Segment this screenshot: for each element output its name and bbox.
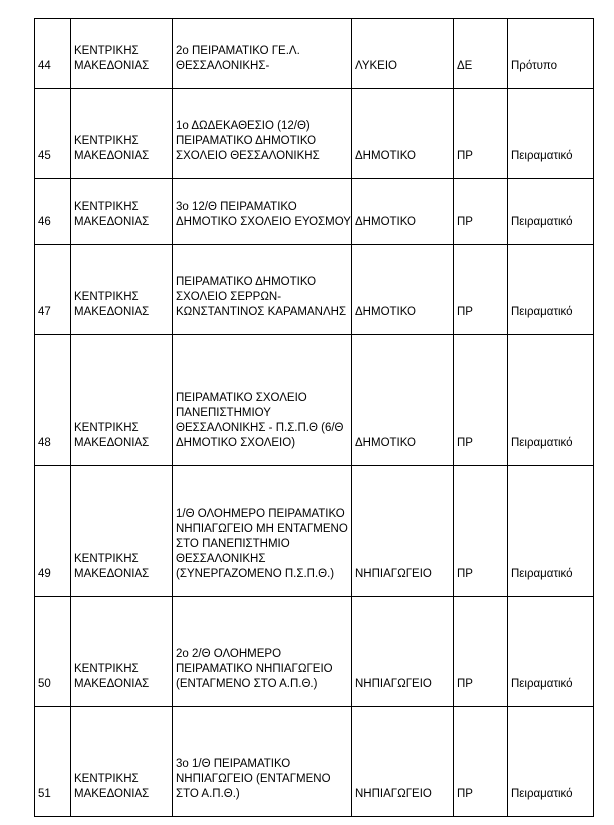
school-level-cell: ΔΗΜΟΤΙΚΟ	[352, 335, 454, 466]
row-number: 51	[35, 707, 71, 817]
school-name-cell: 2ο 2/Θ ΟΛΟΗΜΕΡΟ ΠΕΙΡΑΜΑΤΙΚΟ ΝΗΠΙΑΓΩΓΕΙΟ (ΕΝΤΑΓΜΕΝΟ ΣΤΟ Α.Π.Θ.)	[173, 597, 352, 707]
school-level-cell: ΝΗΠΙΑΓΩΓΕΙΟ	[352, 707, 454, 817]
schools-table	[34, 18, 594, 817]
school-name-cell: 3ο 1/Θ ΠΕΙΡΑΜΑΤΙΚΟ ΝΗΠΙΑΓΩΓΕΙΟ (ΕΝΤΑΓΜΕΝΟ ΣΤΟ Α.Π.Θ.)	[173, 707, 352, 817]
school-level-cell: ΝΗΠΙΑΓΩΓΕΙΟ	[352, 597, 454, 707]
table-row	[35, 19, 594, 89]
education-type-cell: ΠΡ	[454, 597, 508, 707]
region-cell: ΚΕΝΤΡΙΚΗΣ ΜΑΚΕΔΟΝΙΑΣ	[71, 245, 173, 335]
school-status-cell: Πειραματικό	[508, 335, 594, 466]
region-cell: ΚΕΝΤΡΙΚΗΣ ΜΑΚΕΔΟΝΙΑΣ	[71, 19, 173, 89]
education-type-cell: ΠΡ	[454, 707, 508, 817]
table-row	[35, 335, 594, 466]
education-type-cell: ΠΡ	[454, 89, 508, 179]
education-type-cell: ΔΕ	[454, 19, 508, 89]
table-row	[35, 597, 594, 707]
row-number: 47	[35, 245, 71, 335]
row-number: 49	[35, 466, 71, 597]
region-cell: ΚΕΝΤΡΙΚΗΣ ΜΑΚΕΔΟΝΙΑΣ	[71, 89, 173, 179]
school-name-cell: ΠΕΙΡΑΜΑΤΙΚΟ ΔΗΜΟΤΙΚΟ ΣΧΟΛΕΙΟ ΣΕΡΡΩΝ-ΚΩΝΣΤΑΝΤΙΝΟΣ ΚΑΡΑΜΑΝΛΗΣ	[173, 245, 352, 335]
row-number: 45	[35, 89, 71, 179]
table-row	[35, 707, 594, 817]
table-row	[35, 89, 594, 179]
school-status-cell: Πειραματικό	[508, 707, 594, 817]
school-status-cell: Πειραματικό	[508, 597, 594, 707]
school-name-cell: 1ο ΔΩΔΕΚΑΘΕΣΙΟ (12/Θ) ΠΕΙΡΑΜΑΤΙΚΟ ΔΗΜΟΤΙΚΟ ΣΧΟΛΕΙΟ ΘΕΣΣΑΛΟΝΙΚΗΣ	[173, 89, 352, 179]
row-number: 48	[35, 335, 71, 466]
school-status-cell: Πειραματικό	[508, 245, 594, 335]
row-number: 46	[35, 179, 71, 245]
education-type-cell: ΠΡ	[454, 245, 508, 335]
school-level-cell: ΔΗΜΟΤΙΚΟ	[352, 245, 454, 335]
school-name-cell: 3ο 12/Θ ΠΕΙΡΑΜΑΤΙΚΟ ΔΗΜΟΤΙΚΟ ΣΧΟΛΕΙΟ ΕΥΟΣΜΟΥ	[173, 179, 352, 245]
row-number: 44	[35, 19, 71, 89]
row-number: 50	[35, 597, 71, 707]
school-status-cell: Πειραματικό	[508, 179, 594, 245]
region-cell: ΚΕΝΤΡΙΚΗΣ ΜΑΚΕΔΟΝΙΑΣ	[71, 335, 173, 466]
table-row	[35, 245, 594, 335]
school-name-cell: 2ο ΠΕΙΡΑΜΑΤΙΚΟ ΓΕ.Λ. ΘΕΣΣΑΛΟΝΙΚΗΣ-	[173, 19, 352, 89]
region-cell: ΚΕΝΤΡΙΚΗΣ ΜΑΚΕΔΟΝΙΑΣ	[71, 179, 173, 245]
education-type-cell: ΠΡ	[454, 335, 508, 466]
table-row	[35, 179, 594, 245]
school-name-cell: ΠΕΙΡΑΜΑΤΙΚΟ ΣΧΟΛΕΙΟ ΠΑΝΕΠΙΣΤΗΜΙΟΥ ΘΕΣΣΑΛΟΝΙΚΗΣ - Π.Σ.Π.Θ (6/Θ ΔΗΜΟΤΙΚΟ ΣΧΟΛΕΙΟ)	[173, 335, 352, 466]
school-level-cell: ΔΗΜΟΤΙΚΟ	[352, 89, 454, 179]
school-level-cell: ΛΥΚΕΙΟ	[352, 19, 454, 89]
education-type-cell: ΠΡ	[454, 179, 508, 245]
school-status-cell: Πειραματικό	[508, 89, 594, 179]
region-cell: ΚΕΝΤΡΙΚΗΣ ΜΑΚΕΔΟΝΙΑΣ	[71, 707, 173, 817]
school-level-cell: ΔΗΜΟΤΙΚΟ	[352, 179, 454, 245]
school-name-cell: 1/Θ ΟΛΟΗΜΕΡΟ ΠΕΙΡΑΜΑΤΙΚΟ ΝΗΠΙΑΓΩΓΕΙΟ ΜΗ ΕΝΤΑΓΜΕΝΟ ΣΤΟ ΠΑΝΕΠΙΣΤΗΜΙΟ ΘΕΣΣΑΛΟΝΙΚΗΣ (ΣΥΝΕΡΓΑΖΟΜΕΝΟ Π.Σ.Π.Θ.)	[173, 466, 352, 597]
region-cell: ΚΕΝΤΡΙΚΗΣ ΜΑΚΕΔΟΝΙΑΣ	[71, 466, 173, 597]
school-status-cell: Πειραματικό	[508, 466, 594, 597]
education-type-cell: ΠΡ	[454, 466, 508, 597]
school-level-cell: ΝΗΠΙΑΓΩΓΕΙΟ	[352, 466, 454, 597]
school-status-cell: Πρότυπο	[508, 19, 594, 89]
region-cell: ΚΕΝΤΡΙΚΗΣ ΜΑΚΕΔΟΝΙΑΣ	[71, 597, 173, 707]
schools-table-body	[35, 19, 594, 817]
table-row	[35, 466, 594, 597]
